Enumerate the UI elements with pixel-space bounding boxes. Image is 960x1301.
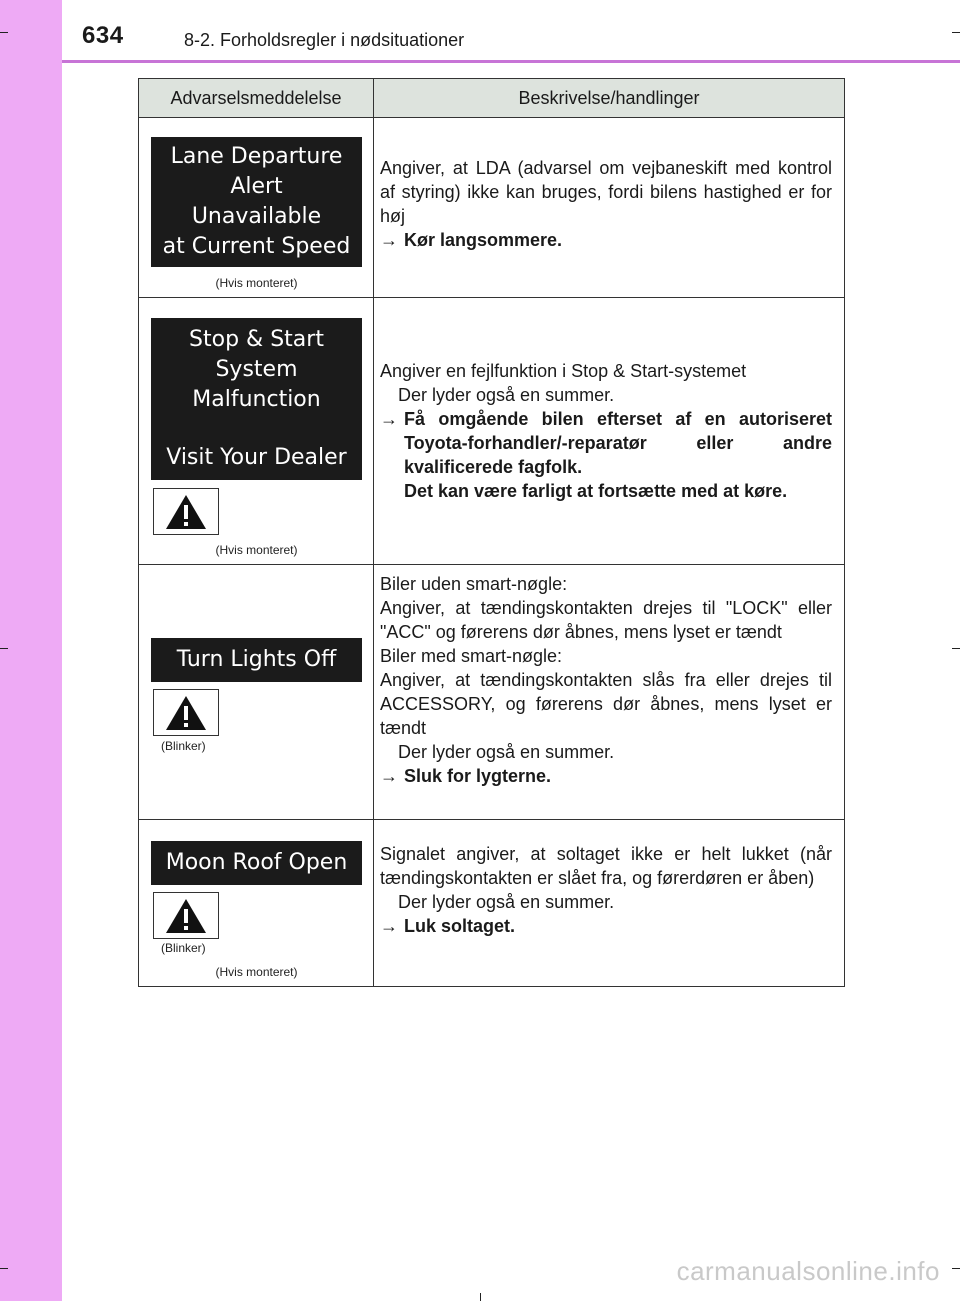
page-number: 634	[82, 22, 124, 49]
display-turn-lights-off: Turn Lights Off	[151, 638, 362, 682]
action-line	[380, 764, 832, 788]
warning-triangle-icon	[153, 892, 219, 939]
display-stop-start: Stop & Start System Malfunction Visit Your Dealer	[151, 318, 362, 480]
message-cell	[139, 820, 374, 987]
message-cell	[139, 565, 374, 820]
arrow-icon: →	[380, 766, 398, 786]
message-cell	[139, 298, 374, 565]
description-cell	[374, 565, 845, 820]
side-strip	[0, 0, 62, 1301]
description-text: Signalet angiver, at soltaget ikke er helt lukket (når tændingskontakten er slået fra, og førerdøren er åben)	[380, 844, 832, 888]
warning-triangle-icon	[153, 689, 219, 736]
buzzer-note: Der lyder også en summer.	[398, 892, 615, 912]
description-heading: Biler med smart-nøgle:	[380, 646, 563, 666]
arrow-icon: →	[380, 916, 398, 936]
action-warning: Det kan være farligt at fortsætte med at køre.	[404, 481, 788, 501]
table-row	[139, 118, 845, 298]
crop-mark	[952, 32, 960, 33]
caption-if-equipped: (Hvis monteret)	[215, 276, 298, 290]
description-heading: Biler uden smart-nøgle:	[380, 574, 568, 594]
action-text: Luk soltaget.	[404, 916, 516, 936]
column-header-description: Beskrivelse/handlinger	[374, 79, 845, 118]
action-line	[380, 228, 832, 252]
caption-blinking: (Blinker)	[161, 739, 206, 753]
crop-mark	[480, 1293, 481, 1301]
table-header-row	[139, 79, 845, 118]
description-text: Angiver, at tændingskontakten drejes til "LOCK" eller "ACC" og førerens dør åbnes, mens lyset er tændt	[380, 598, 832, 642]
description-text: Angiver, at tændingskontakten slås fra eller drejes til ACCESSORY, og førerens dør åbnes, mens lyset er tændt	[380, 670, 832, 738]
crop-mark	[0, 32, 8, 33]
crop-mark	[0, 1268, 8, 1269]
table-row	[139, 298, 845, 565]
section-title: 8-2. Forholdsregler i nødsituationer	[184, 30, 465, 50]
description-cell	[374, 820, 845, 987]
action-line	[380, 407, 832, 479]
table-row	[139, 565, 845, 820]
display-moon-roof-open: Moon Roof Open	[151, 841, 362, 885]
description-text: Angiver, at LDA (advarsel om vejbaneskift med kontrol af styring) ikke kan bruges, fordi bilens hastighed er for høj	[380, 158, 832, 226]
table-row	[139, 820, 845, 987]
header-rule	[62, 60, 960, 63]
watermark: carmanualsonline.info	[676, 1256, 940, 1286]
action-text: Kør langsommere.	[404, 230, 563, 250]
message-cell	[139, 118, 374, 298]
buzzer-note: Der lyder også en summer.	[398, 742, 615, 762]
buzzer-note: Der lyder også en summer.	[398, 385, 615, 405]
description-cell	[374, 298, 845, 565]
crop-mark	[952, 648, 960, 649]
action-line	[380, 914, 832, 938]
warning-triangle-icon	[153, 488, 219, 535]
caption-if-equipped: (Hvis monteret)	[215, 543, 298, 557]
action-text: Få omgående bilen efterset af en autoriseret Toyota-forhandler/-reparatør eller andre kvalificerede fagfolk.	[404, 409, 832, 477]
caption-blinking: (Blinker)	[161, 941, 206, 955]
display-lane-departure: Lane Departure Alert Unavailable at Current Speed	[151, 137, 362, 267]
column-header-message: Advarselsmeddelelse	[139, 79, 374, 118]
crop-mark	[0, 648, 8, 649]
arrow-icon: →	[380, 409, 398, 429]
arrow-icon: →	[380, 230, 398, 250]
action-text: Sluk for lygterne.	[404, 766, 552, 786]
crop-mark	[952, 1268, 960, 1269]
description-text: Angiver en fejlfunktion i Stop & Start-systemet	[380, 361, 747, 381]
caption-if-equipped: (Hvis monteret)	[215, 965, 298, 979]
warning-message-table	[138, 78, 845, 987]
description-cell	[374, 118, 845, 298]
